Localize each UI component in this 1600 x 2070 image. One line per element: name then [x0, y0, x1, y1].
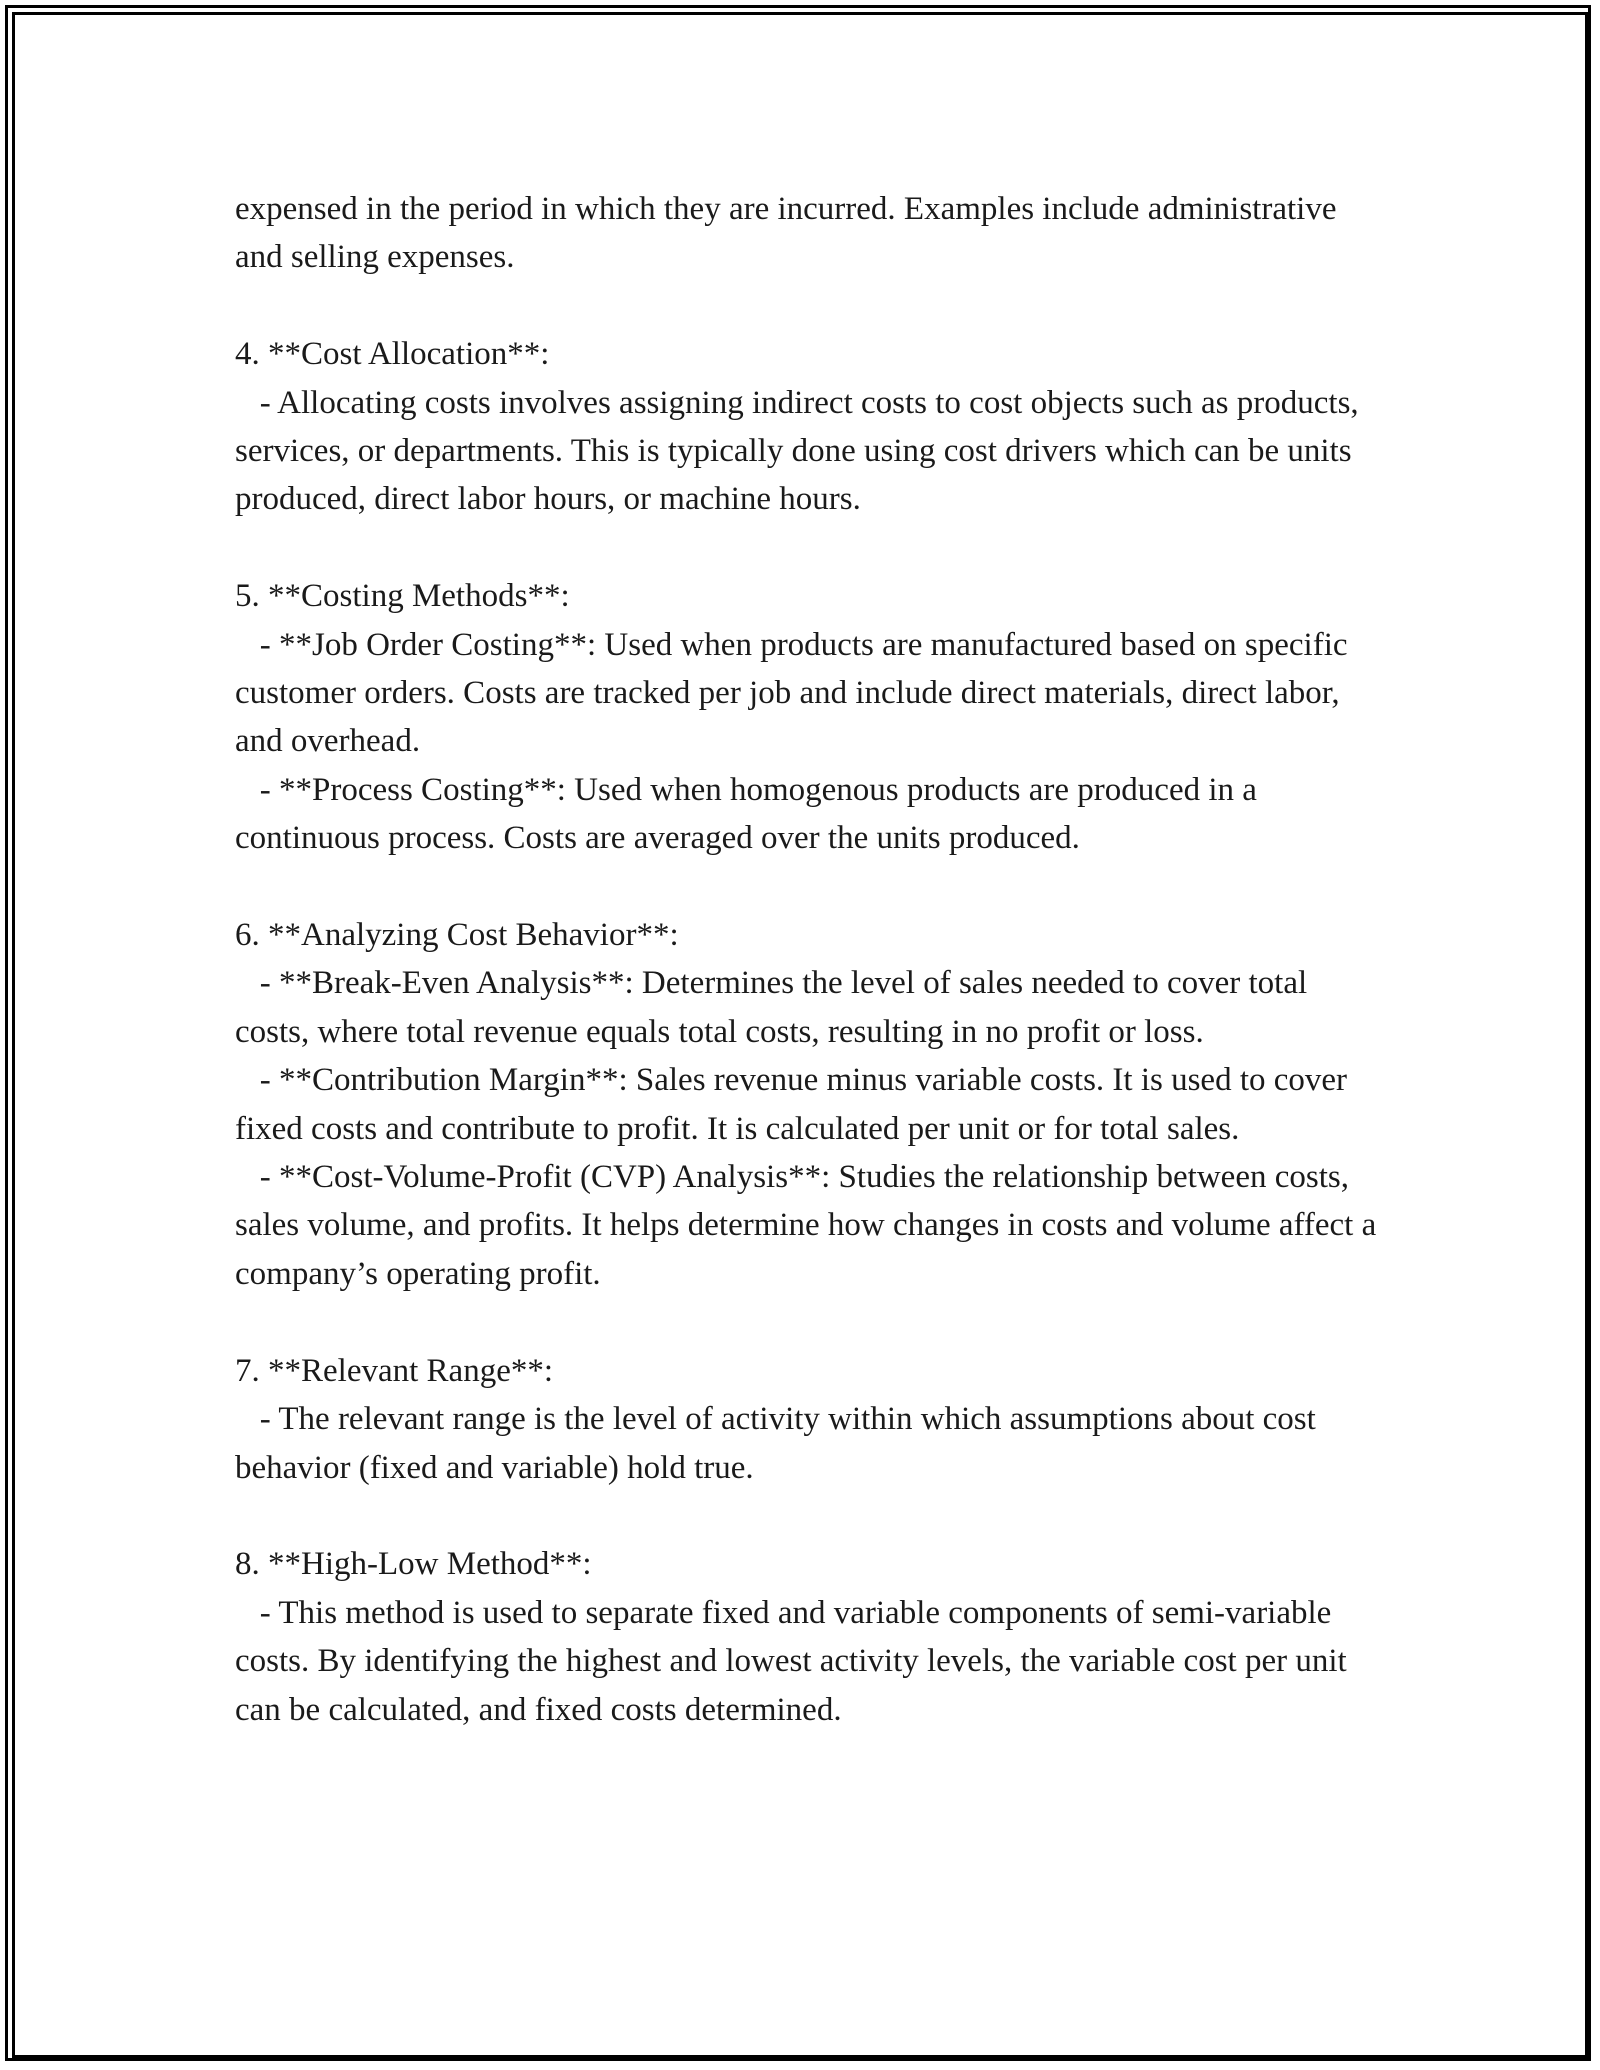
paragraph-spacer: [235, 524, 1385, 572]
section-5-item-job-order: - **Job Order Costing**: Used when products are manufactured based on specific customer orders. Costs are tracked per job and include direct materials, direct labor, and overhead.: [235, 626, 1356, 760]
document-body: [235, 185, 1385, 1734]
section-6-item-break-even: - **Break-Even Analysis**: Determines the level of sales needed to cover total costs, where total revenue equals total costs, resulting in no profit or loss.: [235, 965, 1316, 1050]
paragraph-spacer: [235, 1298, 1385, 1346]
section-4-item: - Allocating costs involves assigning indirect costs to cost objects such as products, services, or departments. This is typically done using cost drivers which can be units produced, direct labor hours, or machine hours.: [235, 384, 1367, 518]
section-8-heading: 8. **High-Low Method**:: [235, 1546, 592, 1583]
paragraph-spacer: [235, 863, 1385, 911]
section-6-item-contribution: - **Contribution Margin**: Sales revenue minus variable costs. It is used to cover fixed costs and contribute to profit. It is calculated per unit or for total sales.: [235, 1062, 1356, 1147]
section-5-item-process: - **Process Costing**: Used when homogenous products are produced in a continuous process. Costs are averaged over the units produced.: [235, 771, 1266, 857]
section-6-item-cvp: - **Cost-Volume-Profit (CVP) Analysis**: Studies the relationship between costs, sales volume, and profits. It helps determine how changes in costs and volume affect a company’s operating profit.: [235, 1159, 1385, 1292]
section-8-item: - This method is used to separate fixed and variable components of semi-variable costs. By identifying the highest and lowest activity levels, the variable cost per unit can be calculated, and fixed costs determined.: [235, 1594, 1355, 1728]
section-7-item: - The relevant range is the level of activity within which assumptions about cost behavior (fixed and variable) hold true.: [235, 1401, 1325, 1486]
section-5-heading: 5. **Costing Methods**:: [235, 578, 570, 615]
section-6-heading: 6. **Analyzing Cost Behavior**:: [235, 917, 679, 954]
intro-paragraph: expensed in the period in which they are incurred. Examples include administrative and selling expenses.: [235, 191, 1345, 276]
section-7-heading: 7. **Relevant Range**:: [235, 1352, 554, 1389]
paragraph-spacer: [235, 282, 1385, 330]
paragraph-spacer: [235, 1492, 1385, 1540]
section-4-heading: 4. **Cost Allocation**:: [235, 336, 550, 373]
